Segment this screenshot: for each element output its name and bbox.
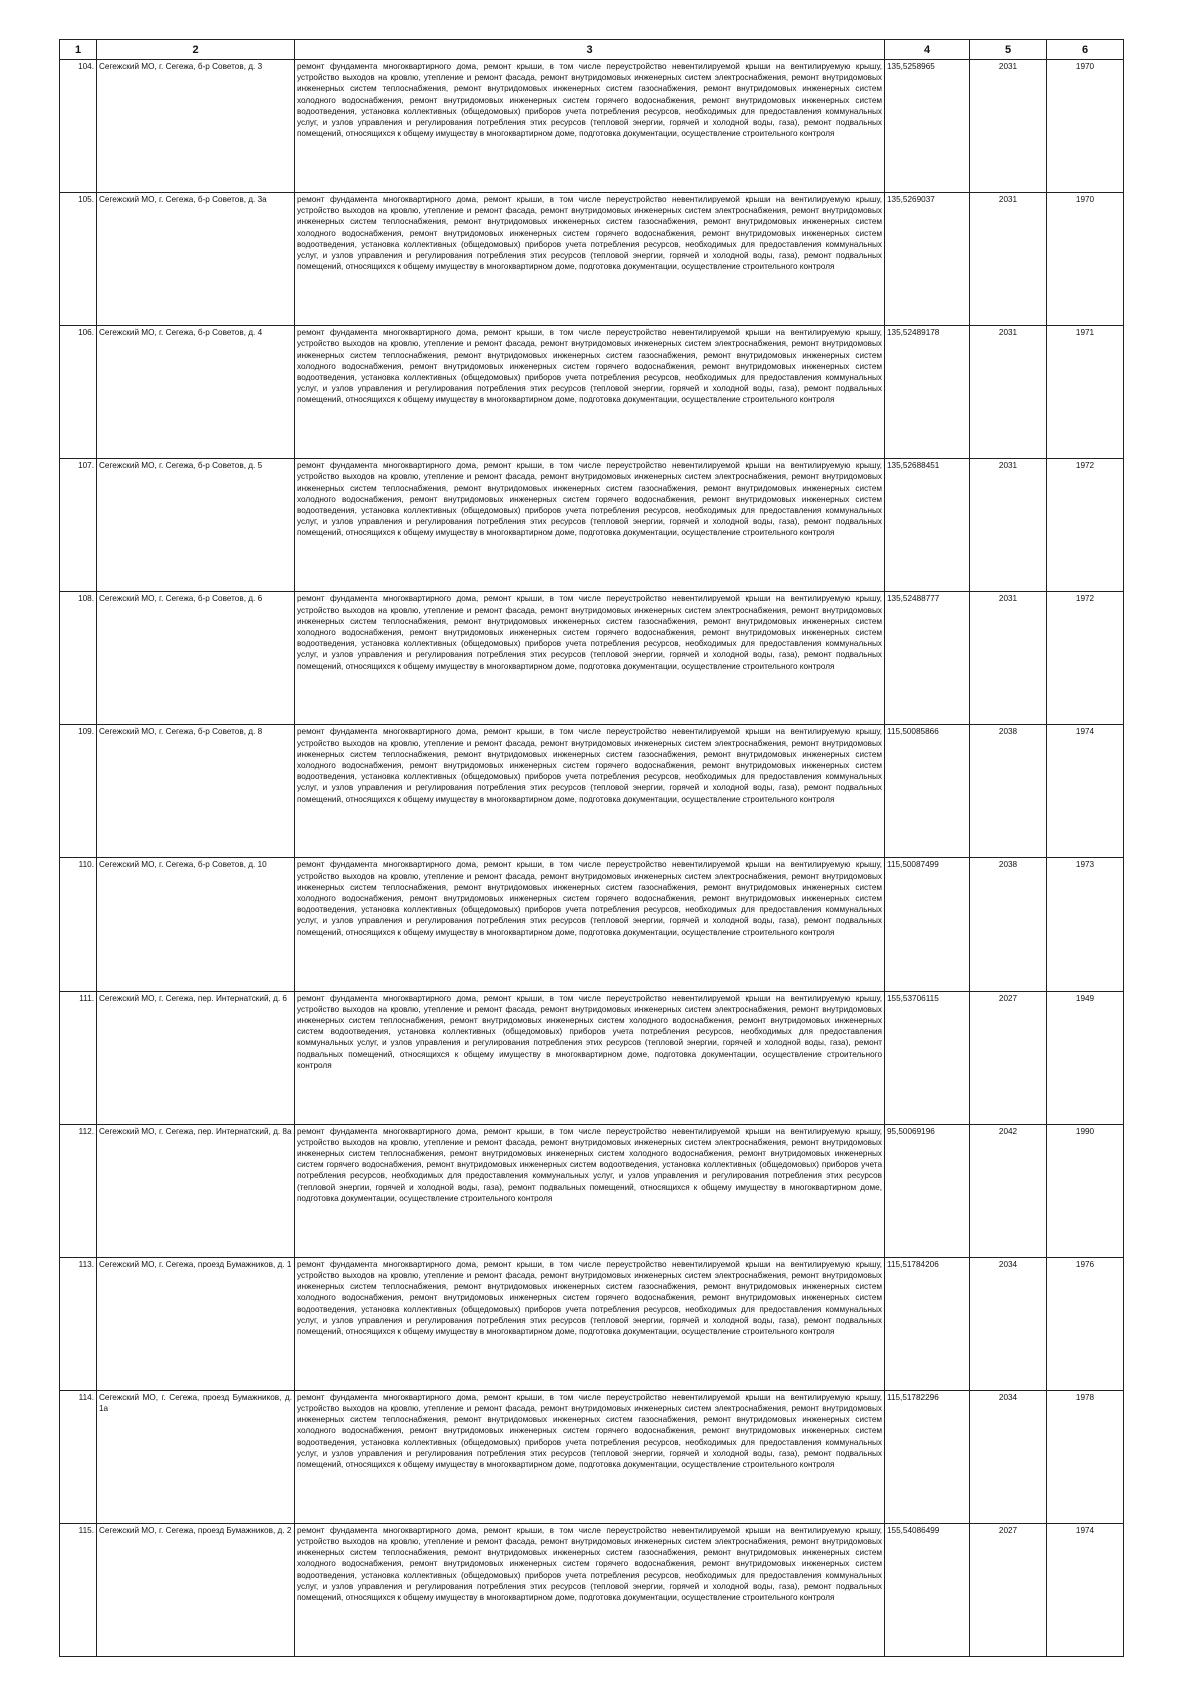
row-works: ремонт фундамента многоквартирного дома, ремонт крыши, в том числе переустройство невентилируемой крыши на вентилируемую крышу, устройство выходов на кровлю, утепление и ремонт фасада, ремонт внутридомовых инженерных систем электроснабжения, ремонт внутридомовых инженерных систем теплоснабжения, ремонт внутридомовых инженерных систем газоснабжения, ремонт внутридомовых инженерных систем холодного водоснабжения, ремонт внутридомовых инженерных систем горячего водоснабжения, ремонт внутридомовых инженерных систем водоотведения, установка коллективных (общедомовых) приборов учета потребления ресурсов, необходимых для предоставления коммунальных услуг, и узлов управления и регулирования потребления этих ресурсов (тепловой энергии, горячей и холодной воды, газа), ремонт подвальных помещений, относящихся к общему имуществу в многоквартирном доме, подготовка документации, осуществление строительного контроля (295, 725, 885, 858)
row-cost: 115,51784206 (885, 1257, 970, 1390)
table-row (60, 326, 1124, 459)
row-year: 2031 (970, 60, 1047, 193)
table-row (60, 991, 1124, 1124)
row-number: 104. (60, 60, 97, 193)
row-address: Сегежский МО, г. Сегежа, б-р Советов, д. 3 (97, 60, 295, 193)
row-year: 2038 (970, 858, 1047, 991)
col-header-5: 5 (970, 40, 1047, 60)
row-address: Сегежский МО, г. Сегежа, пер. Интернатский, д. 6 (97, 991, 295, 1124)
row-year: 2034 (970, 1390, 1047, 1523)
row-number: 110. (60, 858, 97, 991)
row-cost: 135,52488777 (885, 592, 970, 725)
row-address: Сегежский МО, г. Сегежа, проезд Бумажников, д. 1 (97, 1257, 295, 1390)
row-address: Сегежский МО, г. Сегежа, проезд Бумажников, д. 1а (97, 1390, 295, 1523)
row-works: ремонт фундамента многоквартирного дома, ремонт крыши, в том числе переустройство невентилируемой крыши на вентилируемую крышу, устройство выходов на кровлю, утепление и ремонт фасада, ремонт внутридомовых инженерных систем электроснабжения, ремонт внутридомовых инженерных систем теплоснабжения, ремонт внутридомовых инженерных систем холодного водоснабжения, ремонт внутридомовых инженерных систем водоотведения, установка коллективных (общедомовых) приборов учета потребления ресурсов, необходимых для предоставления коммунальных услуг, и узлов управления и регулирования потребления этих ресурсов (тепловой энергии, горячей и холодной воды, газа), ремонт подвальных помещений, относящихся к общему имуществу в многоквартирном доме, подготовка документации, осуществление строительного контроля (295, 991, 885, 1124)
row-works: ремонт фундамента многоквартирного дома, ремонт крыши, в том числе переустройство невентилируемой крыши на вентилируемую крышу, устройство выходов на кровлю, утепление и ремонт фасада, ремонт внутридомовых инженерных систем электроснабжения, ремонт внутридомовых инженерных систем теплоснабжения, ремонт внутридомовых инженерных систем холодного водоснабжения, ремонт внутридомовых инженерных систем горячего водоснабжения, ремонт внутридомовых инженерных систем водоотведения, установка коллективных (общедомовых) приборов учета потребления ресурсов, необходимых для предоставления коммунальных услуг, и узлов управления и регулирования потребления этих ресурсов (тепловой энергии, горячей и холодной воды, газа), ремонт подвальных помещений, относящихся к общему имуществу в многоквартирном доме, подготовка документации, осуществление строительного контроля (295, 1124, 885, 1257)
row-year: 2042 (970, 1124, 1047, 1257)
table-row (60, 725, 1124, 858)
table-row (60, 60, 1124, 193)
row-works: ремонт фундамента многоквартирного дома, ремонт крыши, в том числе переустройство невентилируемой крыши на вентилируемую крышу, устройство выходов на кровлю, утепление и ремонт фасада, ремонт внутридомовых инженерных систем электроснабжения, ремонт внутридомовых инженерных систем теплоснабжения, ремонт внутридомовых инженерных систем газоснабжения, ремонт внутридомовых инженерных систем холодного водоснабжения, ремонт внутридомовых инженерных систем горячего водоснабжения, ремонт внутридомовых инженерных систем водоотведения, установка коллективных (общедомовых) приборов учета потребления ресурсов, необходимых для предоставления коммунальных услуг, и узлов управления и регулирования потребления этих ресурсов (тепловой энергии, горячей и холодной воды, газа), ремонт подвальных помещений, относящихся к общему имуществу в многоквартирном доме, подготовка документации, осуществление строительного контроля (295, 592, 885, 725)
row-year: 2031 (970, 193, 1047, 326)
row-number: 112. (60, 1124, 97, 1257)
row-number: 108. (60, 592, 97, 725)
row-year: 2038 (970, 725, 1047, 858)
row-cost: 115,50087499 (885, 858, 970, 991)
row-cost: 135,52489178 (885, 326, 970, 459)
row-number: 113. (60, 1257, 97, 1390)
row-address: Сегежский МО, г. Сегежа, пер. Интернатский, д. 8а (97, 1124, 295, 1257)
row-works: ремонт фундамента многоквартирного дома, ремонт крыши, в том числе переустройство невентилируемой крыши на вентилируемую крышу, устройство выходов на кровлю, утепление и ремонт фасада, ремонт внутридомовых инженерных систем электроснабжения, ремонт внутридомовых инженерных систем теплоснабжения, ремонт внутридомовых инженерных систем газоснабжения, ремонт внутридомовых инженерных систем холодного водоснабжения, ремонт внутридомовых инженерных систем горячего водоснабжения, ремонт внутридомовых инженерных систем водоотведения, установка коллективных (общедомовых) приборов учета потребления ресурсов, необходимых для предоставления коммунальных услуг, и узлов управления и регулирования потребления этих ресурсов (тепловой энергии, горячей и холодной воды, газа), ремонт подвальных помещений, относящихся к общему имуществу в многоквартирном доме, подготовка документации, осуществление строительного контроля (295, 1390, 885, 1523)
row-year: 2034 (970, 1257, 1047, 1390)
row-built-year: 1976 (1047, 1257, 1124, 1390)
row-built-year: 1973 (1047, 858, 1124, 991)
row-works: ремонт фундамента многоквартирного дома, ремонт крыши, в том числе переустройство невентилируемой крыши на вентилируемую крышу, устройство выходов на кровлю, утепление и ремонт фасада, ремонт внутридомовых инженерных систем электроснабжения, ремонт внутридомовых инженерных систем теплоснабжения, ремонт внутридомовых инженерных систем газоснабжения, ремонт внутридомовых инженерных систем холодного водоснабжения, ремонт внутридомовых инженерных систем горячего водоснабжения, ремонт внутридомовых инженерных систем водоотведения, установка коллективных (общедомовых) приборов учета потребления ресурсов, необходимых для предоставления коммунальных услуг, и узлов управления и регулирования потребления этих ресурсов (тепловой энергии, горячей и холодной воды, газа), ремонт подвальных помещений, относящихся к общему имуществу в многоквартирном доме, подготовка документации, осуществление строительного контроля (295, 193, 885, 326)
col-header-3: 3 (295, 40, 885, 60)
row-number: 115. (60, 1523, 97, 1656)
row-number: 105. (60, 193, 97, 326)
table-row (60, 858, 1124, 991)
row-works: ремонт фундамента многоквартирного дома, ремонт крыши, в том числе переустройство невентилируемой крыши на вентилируемую крышу, устройство выходов на кровлю, утепление и ремонт фасада, ремонт внутридомовых инженерных систем электроснабжения, ремонт внутридомовых инженерных систем теплоснабжения, ремонт внутридомовых инженерных систем газоснабжения, ремонт внутридомовых инженерных систем холодного водоснабжения, ремонт внутридомовых инженерных систем горячего водоснабжения, ремонт внутридомовых инженерных систем водоотведения, установка коллективных (общедомовых) приборов учета потребления ресурсов, необходимых для предоставления коммунальных услуг, и узлов управления и регулирования потребления этих ресурсов (тепловой энергии, горячей и холодной воды, газа), ремонт подвальных помещений, относящихся к общему имуществу в многоквартирном доме, подготовка документации, осуществление строительного контроля (295, 1257, 885, 1390)
row-year: 2031 (970, 592, 1047, 725)
row-works: ремонт фундамента многоквартирного дома, ремонт крыши, в том числе переустройство невентилируемой крыши на вентилируемую крышу, устройство выходов на кровлю, утепление и ремонт фасада, ремонт внутридомовых инженерных систем электроснабжения, ремонт внутридомовых инженерных систем теплоснабжения, ремонт внутридомовых инженерных систем газоснабжения, ремонт внутридомовых инженерных систем холодного водоснабжения, ремонт внутридомовых инженерных систем горячего водоснабжения, ремонт внутридомовых инженерных систем водоотведения, установка коллективных (общедомовых) приборов учета потребления ресурсов, необходимых для предоставления коммунальных услуг, и узлов управления и регулирования потребления этих ресурсов (тепловой энергии, горячей и холодной воды, газа), ремонт подвальных помещений, относящихся к общему имуществу в многоквартирном доме, подготовка документации, осуществление строительного контроля (295, 326, 885, 459)
row-built-year: 1972 (1047, 592, 1124, 725)
row-built-year: 1949 (1047, 991, 1124, 1124)
row-works: ремонт фундамента многоквартирного дома, ремонт крыши, в том числе переустройство невентилируемой крыши на вентилируемую крышу, устройство выходов на кровлю, утепление и ремонт фасада, ремонт внутридомовых инженерных систем электроснабжения, ремонт внутридомовых инженерных систем теплоснабжения, ремонт внутридомовых инженерных систем газоснабжения, ремонт внутридомовых инженерных систем холодного водоснабжения, ремонт внутридомовых инженерных систем горячего водоснабжения, ремонт внутридомовых инженерных систем водоотведения, установка коллективных (общедомовых) приборов учета потребления ресурсов, необходимых для предоставления коммунальных услуг, и узлов управления и регулирования потребления этих ресурсов (тепловой энергии, горячей и холодной воды, газа), ремонт подвальных помещений, относящихся к общему имуществу в многоквартирном доме, подготовка документации, осуществление строительного контроля (295, 60, 885, 193)
row-built-year: 1974 (1047, 1523, 1124, 1656)
row-cost: 135,52688451 (885, 459, 970, 592)
row-cost: 95,50069196 (885, 1124, 970, 1257)
table-row (60, 459, 1124, 592)
row-address: Сегежский МО, г. Сегежа, б-р Советов, д. 8 (97, 725, 295, 858)
table-row (60, 1390, 1124, 1523)
row-year: 2031 (970, 459, 1047, 592)
row-built-year: 1974 (1047, 725, 1124, 858)
row-built-year: 1970 (1047, 193, 1124, 326)
table-row (60, 592, 1124, 725)
row-number: 106. (60, 326, 97, 459)
row-year: 2027 (970, 1523, 1047, 1656)
row-built-year: 1970 (1047, 60, 1124, 193)
row-built-year: 1971 (1047, 326, 1124, 459)
row-address: Сегежский МО, г. Сегежа, б-р Советов, д. 4 (97, 326, 295, 459)
header-row (60, 40, 1124, 60)
row-year: 2031 (970, 326, 1047, 459)
row-number: 111. (60, 991, 97, 1124)
col-header-2: 2 (97, 40, 295, 60)
row-address: Сегежский МО, г. Сегежа, проезд Бумажников, д. 2 (97, 1523, 295, 1656)
table-row (60, 1523, 1124, 1656)
row-cost: 155,54086499 (885, 1523, 970, 1656)
table-row (60, 1257, 1124, 1390)
row-works: ремонт фундамента многоквартирного дома, ремонт крыши, в том числе переустройство невентилируемой крыши на вентилируемую крышу, устройство выходов на кровлю, утепление и ремонт фасада, ремонт внутридомовых инженерных систем электроснабжения, ремонт внутридомовых инженерных систем теплоснабжения, ремонт внутридомовых инженерных систем газоснабжения, ремонт внутридомовых инженерных систем холодного водоснабжения, ремонт внутридомовых инженерных систем горячего водоснабжения, ремонт внутридомовых инженерных систем водоотведения, установка коллективных (общедомовых) приборов учета потребления ресурсов, необходимых для предоставления коммунальных услуг, и узлов управления и регулирования потребления этих ресурсов (тепловой энергии, горячей и холодной воды, газа), ремонт подвальных помещений, относящихся к общему имуществу в многоквартирном доме, подготовка документации, осуществление строительного контроля (295, 1523, 885, 1656)
row-works: ремонт фундамента многоквартирного дома, ремонт крыши, в том числе переустройство невентилируемой крыши на вентилируемую крышу, устройство выходов на кровлю, утепление и ремонт фасада, ремонт внутридомовых инженерных систем электроснабжения, ремонт внутридомовых инженерных систем теплоснабжения, ремонт внутридомовых инженерных систем газоснабжения, ремонт внутридомовых инженерных систем холодного водоснабжения, ремонт внутридомовых инженерных систем горячего водоснабжения, ремонт внутридомовых инженерных систем водоотведения, установка коллективных (общедомовых) приборов учета потребления ресурсов, необходимых для предоставления коммунальных услуг, и узлов управления и регулирования потребления этих ресурсов (тепловой энергии, горячей и холодной воды, газа), ремонт подвальных помещений, относящихся к общему имуществу в многоквартирном доме, подготовка документации, осуществление строительного контроля (295, 858, 885, 991)
row-cost: 115,50085866 (885, 725, 970, 858)
row-address: Сегежский МО, г. Сегежа, б-р Советов, д. 5 (97, 459, 295, 592)
col-header-6: 6 (1047, 40, 1124, 60)
table-row (60, 1124, 1124, 1257)
row-cost: 155,53706115 (885, 991, 970, 1124)
row-cost: 135,5258965 (885, 60, 970, 193)
table-row (60, 193, 1124, 326)
row-built-year: 1990 (1047, 1124, 1124, 1257)
row-address: Сегежский МО, г. Сегежа, б-р Советов, д. 6 (97, 592, 295, 725)
row-built-year: 1978 (1047, 1390, 1124, 1523)
row-address: Сегежский МО, г. Сегежа, б-р Советов, д. 3а (97, 193, 295, 326)
col-header-4: 4 (885, 40, 970, 60)
repair-program-table (59, 39, 1124, 1657)
row-built-year: 1972 (1047, 459, 1124, 592)
col-header-1: 1 (60, 40, 97, 60)
row-works: ремонт фундамента многоквартирного дома, ремонт крыши, в том числе переустройство невентилируемой крыши на вентилируемую крышу, устройство выходов на кровлю, утепление и ремонт фасада, ремонт внутридомовых инженерных систем электроснабжения, ремонт внутридомовых инженерных систем теплоснабжения, ремонт внутридомовых инженерных систем газоснабжения, ремонт внутридомовых инженерных систем холодного водоснабжения, ремонт внутридомовых инженерных систем горячего водоснабжения, ремонт внутридомовых инженерных систем водоотведения, установка коллективных (общедомовых) приборов учета потребления ресурсов, необходимых для предоставления коммунальных услуг, и узлов управления и регулирования потребления этих ресурсов (тепловой энергии, горячей и холодной воды, газа), ремонт подвальных помещений, относящихся к общему имуществу в многоквартирном доме, подготовка документации, осуществление строительного контроля (295, 459, 885, 592)
row-year: 2027 (970, 991, 1047, 1124)
row-address: Сегежский МО, г. Сегежа, б-р Советов, д. 10 (97, 858, 295, 991)
row-number: 109. (60, 725, 97, 858)
row-cost: 115,51782296 (885, 1390, 970, 1523)
row-cost: 135,5269037 (885, 193, 970, 326)
row-number: 107. (60, 459, 97, 592)
row-number: 114. (60, 1390, 97, 1523)
